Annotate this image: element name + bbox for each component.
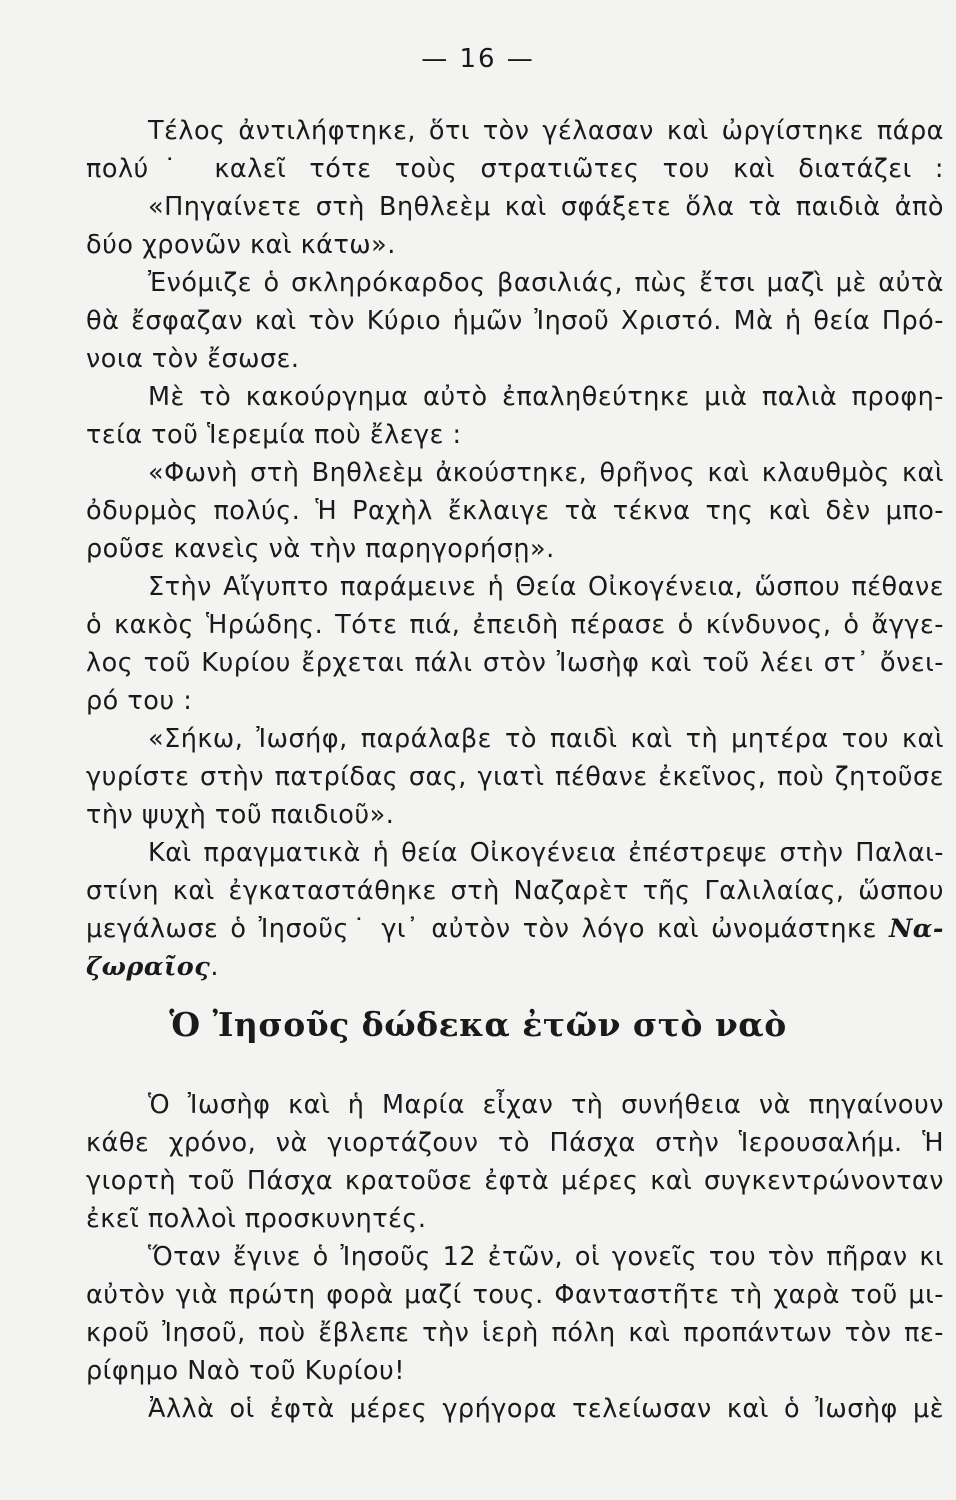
text-line: στίνη καὶ ἐγκαταστάθηκε στὴ Ναζαρὲτ τῆς Γαλιλαίας, ὥσπου [86, 876, 944, 906]
text-line: γιορτὴ τοῦ Πάσχα κρατοῦσε ἐφτὰ μέρες καὶ συγκεντρώνονταν [86, 1166, 944, 1196]
text-line: κροῦ Ἰησοῦ, ποὺ ἔβλεπε τὴν ἱερὴ πόλη καὶ προπάντων τὸν πε- [86, 1318, 944, 1348]
text-line: Ἀλλὰ οἱ ἐφτὰ μέρες γρήγορα τελείωσαν καὶ ὁ Ἰωσὴφ μὲ [148, 1394, 944, 1424]
text-line: ἐκεῖ πολλοὶ προσκυνητές. [86, 1204, 427, 1234]
text-line: τεία τοῦ Ἱερεμία ποὺ ἔλεγε : [86, 420, 462, 450]
text-line: γυρίστε στὴν πατρίδας σας, γιατὶ πέθανε ἐκεῖνος, ποὺ ζητοῦσε [86, 762, 944, 792]
text-line: Τέλος ἀντιλήφτηκε, ὅτι τὸν γέλασαν καὶ ὠργίστηκε πάρα [148, 116, 944, 146]
text-line: «Σήκω, Ἰωσήφ, παράλαβε τὸ παιδὶ καὶ τὴ μητέρα του καὶ [148, 724, 944, 754]
text-line: «Φωνὴ στὴ Βηθλεὲμ ἀκούστηκε, θρῆνος καὶ κλαυθμὸς καὶ [148, 458, 944, 488]
emphasized-word: ζωραῖος [86, 952, 211, 982]
text-line: ζωραῖος. [86, 952, 219, 982]
text-line: νοια τὸν ἔσωσε. [86, 344, 300, 374]
page-number: — 16 — [421, 44, 535, 74]
text-line: Ὅταν ἔγινε ὁ Ἰησοῦς 12 ἐτῶν, οἱ γονεῖς του τὸν πῆραν κι [148, 1242, 944, 1272]
text-line: κάθε χρόνο, νὰ γιορτάζουν τὸ Πάσχα στὴν Ἱερουσαλήμ. Ἡ [86, 1128, 944, 1158]
text-line: Ὁ Ἰωσὴφ καὶ ἡ Μαρία εἶχαν τὴ συνήθεια νὰ πηγαίνουν [148, 1090, 944, 1120]
section-heading: Ὁ Ἰησοῦς δώδεκα ἐτῶν στὸ ναὸ [169, 1005, 787, 1044]
text-line: «Πηγαίνετε στὴ Βηθλεὲμ καὶ σφάξετε ὅλα τὰ παιδιὰ ἀπὸ [148, 192, 944, 222]
text-line: Μὲ τὸ κακούργημα αὐτὸ ἐπαληθεύτηκε μιὰ παλιὰ προφη- [148, 382, 944, 412]
text-line: ὀδυρμὸς πολύς. Ἡ Ραχὴλ ἔκλαιγε τὰ τέκνα της καὶ δὲν μπο- [86, 496, 944, 526]
text-line: Στὴν Αἴγυπτο παράμεινε ἡ Θεία Οἰκογένεια, ὥσπου πέθανε [148, 572, 944, 602]
text-line: ὁ κακὸς Ἡρώδης. Τότε πιά, ἐπειδὴ πέρασε ὁ κίνδυνος, ὁ ἄγγε- [86, 610, 944, 640]
text-line: ρό του : [86, 686, 193, 716]
text-line: θὰ ἔσφαζαν καὶ τὸν Κύριο ἡμῶν Ἰησοῦ Χριστό. Μὰ ἡ θεία Πρό- [86, 306, 944, 336]
text-line: ροῦσε κανεὶς νὰ τὴν παρηγορήσῃ». [86, 534, 555, 564]
text-line: λος τοῦ Κυρίου ἔρχεται πάλι στὸν Ἰωσὴφ καὶ τοῦ λέει στ᾿ ὄνει- [86, 648, 944, 678]
text-line [86, 910, 944, 948]
text-line: πολύ˙ καλεῖ τότε τοὺς στρατιῶτες του καὶ διατάζει : [86, 154, 944, 184]
text-line: τὴν ψυχὴ τοῦ παιδιοῦ». [86, 800, 395, 830]
text-line: Καὶ πραγματικὰ ἡ θεία Οἰκογένεια ἐπέστρεψε στὴν Παλαι- [148, 838, 944, 868]
text-line: δύο χρονῶν καὶ κάτω». [86, 230, 396, 260]
emphasized-word: Να- [889, 914, 945, 944]
text-line: ρίφημο Ναὸ τοῦ Κυρίου! [86, 1356, 406, 1386]
text-line: Ἐνόμιζε ὁ σκληρόκαρδος βασιλιάς, πὼς ἔτσι μαζὶ μὲ αὐτὰ [148, 268, 944, 298]
text-line: αὐτὸν γιὰ πρώτη φορὰ μαζί τους. Φανταστῆτε τὴ χαρὰ τοῦ μι- [86, 1280, 944, 1310]
text-line-content: μεγάλωσε ὁ Ἰησοῦς˙ γι᾿ αὐτὸν τὸν λόγο καὶ ὠνομάστηκε [86, 914, 877, 944]
